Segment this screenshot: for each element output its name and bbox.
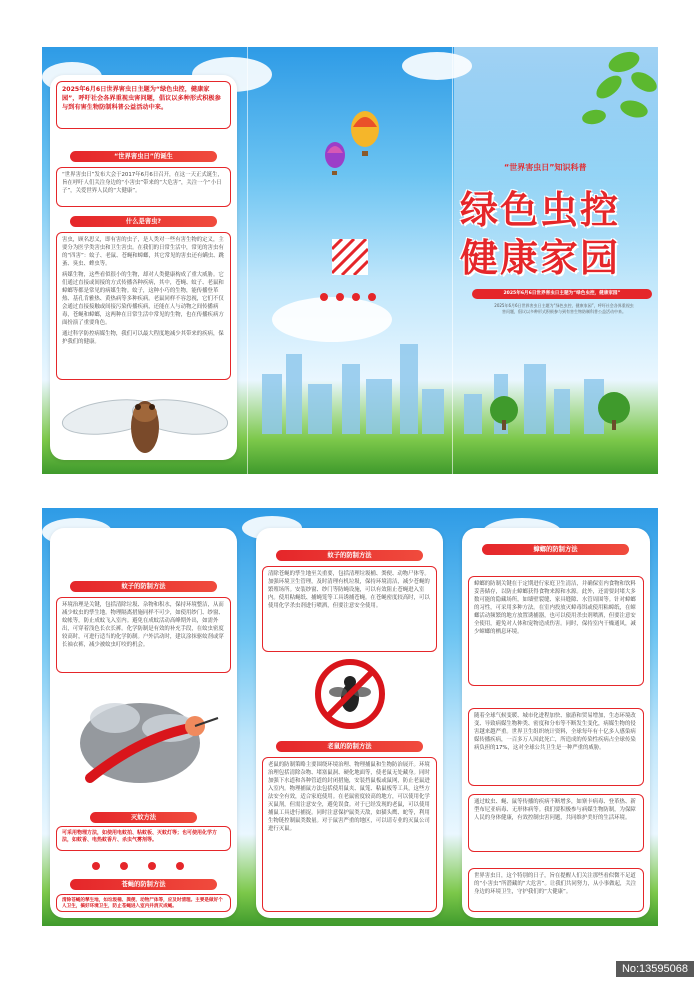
pests-paragraph-2: 病媒生物，这些看似很小的生物，却对人类健康构成了重大威胁。它们通过直接或间接的方式传播各种疾病，其中，苍蝇、蚊子、老鼠和蟑螂等都是常见的病媒生物。蚊子，这种小巧的生物，能传播登革热、基孔肯雅热、黄热病等多种疾病。老鼠同样不容忽视，它们不仅会通过直接接触或间接污染传播疾病，还能在人与动物之间传播病毒，苍蝇和蟑螂，这两种在日常生活中常见的生物，也在传播疾病方面扮演了重要角色。 xyxy=(62,272,224,326)
decor-dot xyxy=(352,293,360,301)
panel-1 xyxy=(50,75,237,460)
rat-section-title: 老鼠的防制方法 xyxy=(276,741,423,752)
intro-box: 2025年6月6日世界害虫日主题为“绿色虫控，健康家园”，呼吁社会各界重视虫害问题，倡议以多种形式积极参与到有害生物防制科普公益活动中来。 xyxy=(56,81,231,129)
cover-blurb: 2025年6月6日世界害虫日主题为“绿色虫控，健康家园”，呼吁社会各界重视虫害问题，倡议以多种形式积极参与到有害生物防制科普公益活动中来。 xyxy=(494,303,634,314)
decor-dot xyxy=(336,293,344,301)
decor-dot xyxy=(148,862,156,870)
cover-banner: 2025年6月6日世界害虫日主题为“绿色虫控，健康家园” xyxy=(472,289,652,299)
panel-4 xyxy=(50,528,237,918)
fly-section-text: 清除苍蝇的孳生地至关重要，包括清理垃圾桶、粪便、动物尸体等。加强环境卫生管理，及时清理有机垃圾，保持环境清洁，减少苍蝇的繁殖场所。安装纱窗、纱门等防蝇设施，可以有效阻止苍蝇进入室内。使用粘蝇纸、捕蝇笼等工具诱捕苍蝇。在苍蝇密度较高时，可以使用化学杀虫剂进行喷洒，但要注意安全使用。 xyxy=(262,566,437,652)
rat-section-text: 老鼠的防制策略主要围绕环境治理、物理捕鼠和生物防治展开。环境治理包括清除杂物、堵塞鼠洞、硬化地面等，使老鼠无处藏身。同时加强下水道和各种管道的封闭措施，安装挡鼠板或鼠网，防止老鼠进入室内。物理捕鼠方法包括使用鼠夹、鼠笼、粘鼠板等工具，这些方法安全有效，适合家庭使用。在老鼠密度较高的地方，可以使用化学灭鼠剂，但需注意安全，避免误食。对于已经发现的老鼠，可以使用捕鼠工具进行捕捉。同时注意保护鼠类天敌，如猫头鹰、蛇等，利用生物链控制鼠类数量。对于鼠害严重的地区，可以请专业的灭鼠公司进行灭鼠。 xyxy=(262,757,437,912)
section-text-birth: “世界害虫日”发布大会于2017年6月6日召开，在这一天正式诞生，旨在呼吁人们关注身边的“小害虫”带来的“大危害”，关注一个“小日子”，关爱世界人民的“大健康”。 xyxy=(56,167,231,207)
panel-3-cover xyxy=(454,47,658,474)
no-fly-icon xyxy=(314,658,386,730)
fold-line xyxy=(247,47,248,474)
pests-paragraph-1: 害虫，顾名思义，即有害的虫子，是人类对一些有害生物的定义，主要分为医学类害虫和卫生害虫。在我们的日常生活中，常见的害虫有的“四害”：蚊子、老鼠、苍蝇和蟑螂，其它常见的害虫还有螨虫、跳蚤、臭虫、蜱虫等。 xyxy=(62,237,224,267)
cockroach-section-text: 蟑螂的防制关键在于定期进行家庭卫生清洁，并确保室内食物和饮料妥善储存，以防止蟑螂获得食物来源和水源。此外，还需要封堵大多数可能的隐藏场所，如墙壁裂缝、家具缝隙、水管周围等。针对蟑螂的习性，可采用多种方法。在室内投放灭蟑毒饵或使用粘蟑纸，在蟑螂活动频繁的地方放置诱捕器，也可以使用杀虫剂喷洒，但要注意安全使用，避免对人体和宠物造成伤害。同时，保持室内干燥通风，减少蟑螂的栖息环境。 xyxy=(468,576,644,686)
cicada-illustration xyxy=(60,387,230,460)
fact-box: 随着全球气候变暖、城市化进程加快、旅游和贸易增加，生态环境改变、导致病媒生物种类、密度和分布等不断发生变化，病媒生物的侵害越来越严重。世界卫生组织统计资料，全球每年有十亿多人感染病媒传播疾病，一百多万人因此死亡，所造成的传染性疾病占全球传染病负担的17%，这对全球公共卫生是一种严重的威胁。 xyxy=(468,708,644,786)
decor-dot xyxy=(368,293,376,301)
pests-paragraph-3: 通过科学防控病媒生物，我们可以最大程度地减少其带来的疾病，保护我们的健康。 xyxy=(62,331,224,345)
trees xyxy=(474,392,644,432)
qr-placeholder-icon xyxy=(332,239,368,275)
fly-section-title: 蚊子的防制方法 xyxy=(276,550,423,561)
mosquito-section-text: 环境治理是关键，包括清除垃圾、杂物和积水，保持环境整洁，从而减少蚊虫的孳生地。物理隔离措施同样不可少，如使用纱门、纱窗、蚊帐等，防止成蚊飞入室内。避免在成蚊活动高峰期外出，如需外出，可穿着浅色长衣长裤。化学防制是有效的补充手段，在蚊虫密度较高时，可进行适当的化学防制。户外活动时，建议涂抹驱蚊剂或穿长袖衣裤，减少被蚊虫叮咬的机会。 xyxy=(56,597,231,673)
decor-dot xyxy=(120,862,128,870)
section-text-pests xyxy=(56,232,231,380)
section-title-pests: 什么是害虫? xyxy=(70,216,217,227)
fly-method-text: 清除苍蝇的孳生地，如垃圾桶、粪便、动物尸体等，应及时清理。主要是做好个人卫生，搞好环境卫生，防止苍蝇进入室内并消灭成蝇。 xyxy=(56,894,231,912)
decor-dot xyxy=(92,862,100,870)
panel-6 xyxy=(462,528,650,918)
panel-2 xyxy=(252,47,448,474)
section-title-birth: “世界害虫日”的诞生 xyxy=(70,151,217,162)
kill-section-title: 灭蚊方法 xyxy=(90,812,197,823)
brochure-outside-sheet xyxy=(42,47,658,474)
mosquito-illustration xyxy=(70,678,220,803)
leaf-branch xyxy=(564,47,658,142)
cover-subtitle: “世界害虫日”知识科普 xyxy=(504,163,587,172)
daily-box: 通过蚊虫、蝇、鼠等传播的疾病不断增多，如寨卡病毒、登革热、新型布尼亚病毒、无形体病等。我们要积极参与病媒生物防制，为保障人民的身体健康，有效控制虫害问题，共同维护美好的生活环境。 xyxy=(468,794,644,852)
kill-section-text: 可采用物理方法，如使用电蚊拍、粘蚊板、灭蚊灯等；也可使用化学方法，如蚊香、电热蚊香片、杀虫气雾剂等。 xyxy=(56,826,231,851)
closing-box: 世界害虫日，这个特别的日子，旨在提醒人们关注那些看似微不足道的“小害虫”所潜藏的“大危害”。让我们共同努力，从小事做起，关注身边的环境卫生，守护我们的“大健康”。 xyxy=(468,868,644,912)
city-skyline xyxy=(252,334,448,434)
cockroach-section-title: 蟑螂的防制方法 xyxy=(482,544,629,555)
fold-line xyxy=(452,47,453,474)
image-id-watermark: No:13595068 xyxy=(616,961,694,977)
panel-5 xyxy=(256,528,443,918)
cover-title-line2: 健康家园 xyxy=(460,236,621,280)
decor-dot xyxy=(320,293,328,301)
brochure-inside-sheet xyxy=(42,508,658,926)
fly-method-title: 苍蝇的防制方法 xyxy=(70,879,217,890)
decor-dot xyxy=(176,862,184,870)
cover-title-line1: 绿色虫控 xyxy=(460,188,621,232)
mosquito-section-title: 蚊子的防制方法 xyxy=(70,581,217,592)
hot-air-balloons xyxy=(317,107,387,187)
